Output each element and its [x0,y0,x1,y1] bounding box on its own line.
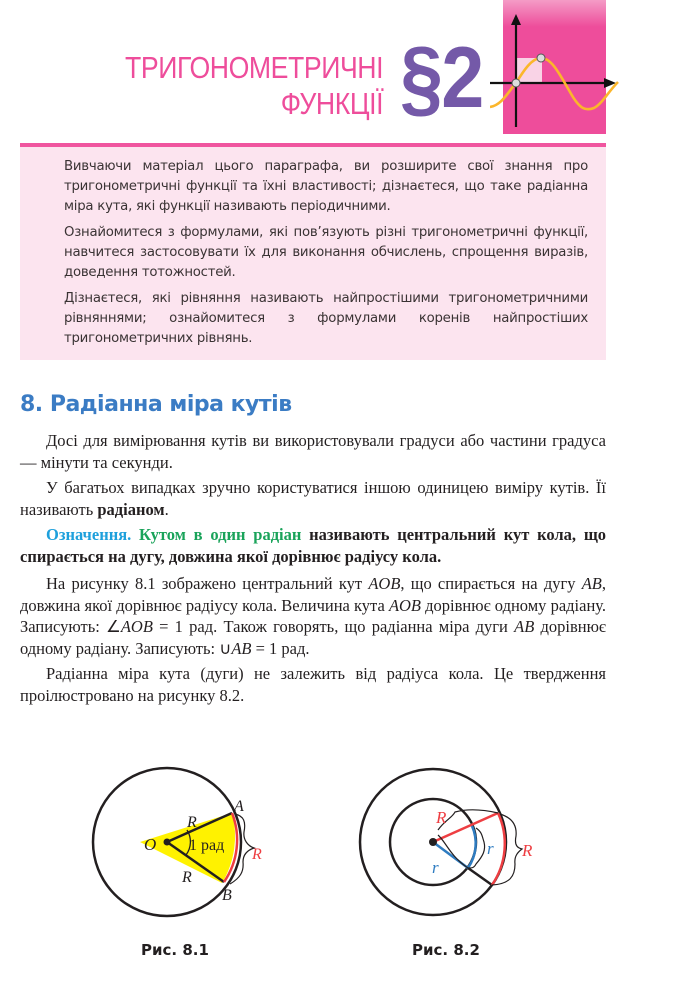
chapter-title-line1: ТРИГОНОМЕТРИЧНІ [124,50,383,85]
label-R-arc: R [252,846,262,863]
paragraph-number: §2 [400,30,483,126]
label-A: A [234,798,244,815]
definition-label: Означення. [46,525,132,544]
body-paragraph [20,477,606,520]
section-body [20,430,606,710]
figure-caption: Рис. 8.1 [141,941,209,959]
label-angle: 1 рад [189,837,225,854]
sine-graph-icon [490,0,640,136]
text-span: дорівнює одному радіану. Записують: ∠ [20,595,606,636]
label-R-arc: R [522,841,533,860]
body-paragraph: Досі для вимірювання кутів ви використовували градуси або частини градуса — мінути та секунди. [20,431,606,472]
text-span: , довжина якої дорівнює радіусу кола. Величина кута [20,574,606,615]
label-R-radius: R [436,808,447,827]
text-span: дорівнює одному радіану. Записують: ∪ [20,617,607,658]
chapter-title-line2: ФУНКЦІЇ [280,86,383,121]
math-var: AOB [388,595,422,615]
definition-text: називають центральний кут кола, що спирається на дугу, довжина якої дорівнює радіусу кола. [20,525,607,566]
label-r-arc: r [487,839,494,858]
intro-paragraph: Вивчаючи матеріал цього параграфа, ви розширите свої знання про тригонометричні функції та їхні властивості; дізнаєтеся, що таке радіанна міра кута, які функції називають періодичними. [64,159,588,214]
label-r-radius: r [432,858,439,877]
text-span: . [164,499,169,519]
term-radian: радіаном [97,499,165,519]
label-R-top: R [187,814,197,831]
text-span: На рисунку 8.1 зображено центральний кут [46,574,369,593]
intro-paragraph: Ознайомитеся з формулами, які пов’язують різні тригонометричні функції, навчитеся застосовувати їх для виконання обчислень, спрощення виразів, доведення тотожностей. [64,225,588,280]
math-var: AOB [120,617,153,636]
figure-8-2 [350,760,570,960]
figure-caption: Рис. 8.2 [412,941,480,959]
figure-8-1 [90,760,310,960]
text-span: = 1 рад. [251,638,310,658]
body-paragraph [20,573,606,659]
section-heading: 8. Радіанна міра кутів [20,392,292,417]
definition-paragraph [20,524,606,567]
text-span: , що спирається на дугу [400,574,582,593]
math-var: AB [514,617,535,636]
label-R-bottom: R [182,869,192,886]
math-var: AB [581,574,602,593]
math-var: AB [231,638,252,658]
definition-term: Кутом в один радіан [139,525,302,544]
text-span: = 1 рад. Також говорять, що радіанна міра дуги [152,617,515,636]
label-B: B [222,887,232,904]
chapter-intro-box [20,143,606,360]
label-O: O [144,835,157,854]
text-span: У багатьох випадках зручно користуватися іншою одиницею виміру кутів. Її називають [20,478,606,519]
body-paragraph: Радіанна міра кута (дуги) не залежить від радіуса кола. Це твердження проілюстровано на рисунку 8.2. [20,664,606,705]
math-var: AOB [368,574,401,593]
intro-paragraph: Дізнаєтеся, які рівняння називають найпростішими тригонометричними рівняннями; ознайомитеся з формулами коренів найпростіших тригонометричних рівнянь. [64,291,588,346]
chapter-title [125,50,383,122]
